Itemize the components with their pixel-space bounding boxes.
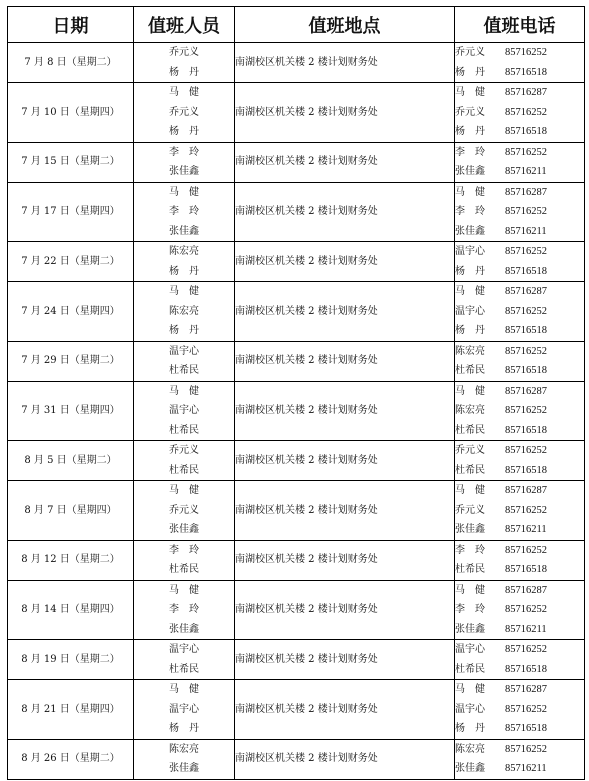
phone-entry <box>455 401 584 421</box>
phone-number: 85716287 <box>505 485 547 496</box>
phone-contact-name: 温宇心 <box>455 305 485 317</box>
phone-entry <box>455 700 584 720</box>
staff-name: 杜希民 <box>169 365 199 376</box>
phone-entry <box>455 620 584 640</box>
phone-contact-name: 马 健 <box>455 584 485 596</box>
phone-entry <box>455 421 584 441</box>
duty-phones <box>455 640 585 680</box>
phone-number: 85716518 <box>505 723 547 734</box>
duty-date: 8 月 7 日（星期四） <box>8 481 134 541</box>
table-row <box>8 481 585 541</box>
phone-contact-name: 杨 丹 <box>455 126 485 137</box>
phone-entry <box>455 321 584 341</box>
table-row <box>8 142 585 182</box>
duty-place: 南湖校区机关楼 2 楼计划财务处 <box>235 43 455 83</box>
duty-place: 南湖校区机关楼 2 楼计划财务处 <box>235 381 455 441</box>
phone-contact-name: 陈宏亮 <box>455 405 485 416</box>
staff-name: 李 玲 <box>169 206 199 217</box>
staff-name: 李 玲 <box>169 146 199 158</box>
phone-contact-name: 陈宏亮 <box>455 743 485 755</box>
phone-entry <box>455 441 584 461</box>
duty-phones <box>455 242 585 282</box>
duty-staff <box>134 640 235 680</box>
phone-number: 85716287 <box>505 286 547 297</box>
phone-entry <box>455 43 584 63</box>
staff-name: 温宇心 <box>169 644 199 655</box>
duty-staff <box>134 441 235 481</box>
phone-contact-name: 李 玲 <box>455 604 485 615</box>
phone-entry <box>455 122 584 142</box>
duty-date: 8 月 19 日（星期二） <box>8 640 134 680</box>
table-row <box>8 580 585 640</box>
staff-name: 张佳鑫 <box>169 166 199 177</box>
staff-name: 杜希民 <box>169 564 199 575</box>
phone-entry <box>455 282 584 302</box>
staff-name: 马 健 <box>169 485 199 496</box>
duty-phones <box>455 182 585 242</box>
duty-phones <box>455 341 585 381</box>
phone-entry <box>455 262 584 282</box>
phone-contact-name: 杜希民 <box>455 424 485 436</box>
table-row <box>8 242 585 282</box>
duty-schedule-table <box>7 6 585 780</box>
phone-entry <box>455 481 584 501</box>
duty-phones <box>455 282 585 342</box>
staff-name: 乔元义 <box>169 106 199 118</box>
phone-number: 85716252 <box>505 703 547 715</box>
staff-name: 温宇心 <box>169 345 199 357</box>
phone-entry <box>455 759 584 779</box>
table-row <box>8 540 585 580</box>
phone-number: 85716518 <box>505 464 547 476</box>
staff-name: 张佳鑫 <box>169 763 199 774</box>
duty-date: 7 月 22 日（星期二） <box>8 242 134 282</box>
phone-entry <box>455 342 584 362</box>
phone-entry <box>455 680 584 700</box>
duty-date: 7 月 15 日（星期二） <box>8 142 134 182</box>
phone-entry <box>455 660 584 680</box>
duty-date: 8 月 5 日（星期二） <box>8 441 134 481</box>
duty-date: 7 月 17 日（星期四） <box>8 182 134 242</box>
staff-name: 李 玲 <box>169 604 199 615</box>
staff-name: 杨 丹 <box>169 723 199 734</box>
duty-date: 7 月 24 日（星期四） <box>8 282 134 342</box>
phone-contact-name: 马 健 <box>455 684 485 695</box>
staff-name: 乔元义 <box>169 445 199 456</box>
phone-contact-name: 马 健 <box>455 286 485 297</box>
staff-name: 陈宏亮 <box>169 305 199 317</box>
phone-contact-name: 杨 丹 <box>455 325 485 336</box>
table-row <box>8 680 585 740</box>
duty-place: 南湖校区机关楼 2 楼计划财务处 <box>235 83 455 143</box>
table-row <box>8 441 585 481</box>
phone-number: 85716252 <box>505 604 547 615</box>
phone-number: 85716252 <box>505 106 547 118</box>
phone-number: 85716252 <box>505 644 547 655</box>
phone-number: 85716211 <box>505 225 547 237</box>
phone-contact-name: 张佳鑫 <box>455 166 485 177</box>
duty-phones <box>455 481 585 541</box>
staff-name: 杜希民 <box>169 663 199 675</box>
duty-phones <box>455 142 585 182</box>
phone-number: 85716518 <box>505 663 547 675</box>
phone-number: 85716518 <box>505 564 547 575</box>
duty-staff <box>134 182 235 242</box>
phone-entry <box>455 63 584 83</box>
duty-phones <box>455 739 585 779</box>
duty-place: 南湖校区机关楼 2 楼计划财务处 <box>235 540 455 580</box>
staff-name: 乔元义 <box>169 504 199 516</box>
duty-phones <box>455 540 585 580</box>
duty-date: 8 月 14 日（星期四） <box>8 580 134 640</box>
phone-number: 85716252 <box>505 47 547 58</box>
phone-entry <box>455 719 584 739</box>
staff-name: 马 健 <box>169 286 199 297</box>
phone-contact-name: 陈宏亮 <box>455 345 485 357</box>
phone-entry <box>455 740 584 760</box>
phone-entry <box>455 302 584 322</box>
staff-name: 杜希民 <box>169 464 199 476</box>
staff-name: 马 健 <box>169 87 199 98</box>
phone-contact-name: 杜希民 <box>455 564 485 575</box>
duty-place: 南湖校区机关楼 2 楼计划财务处 <box>235 282 455 342</box>
phone-entry <box>455 183 584 203</box>
duty-phones <box>455 83 585 143</box>
table-row <box>8 381 585 441</box>
phone-number: 85716252 <box>505 345 547 357</box>
phone-number: 85716518 <box>505 424 547 436</box>
duty-place: 南湖校区机关楼 2 楼计划财务处 <box>235 142 455 182</box>
phone-contact-name: 杨 丹 <box>455 265 485 277</box>
phone-contact-name: 李 玲 <box>455 544 485 556</box>
phone-number: 85716211 <box>505 524 547 535</box>
phone-entry <box>455 581 584 601</box>
phone-contact-name: 杨 丹 <box>455 66 485 78</box>
phone-contact-name: 张佳鑫 <box>455 524 485 535</box>
duty-staff <box>134 580 235 640</box>
phone-number: 85716211 <box>505 763 547 774</box>
phone-contact-name: 杜希民 <box>455 464 485 476</box>
staff-name: 杨 丹 <box>169 325 199 336</box>
duty-date: 7 月 31 日（星期四） <box>8 381 134 441</box>
phone-entry <box>455 600 584 620</box>
phone-contact-name: 张佳鑫 <box>455 225 485 237</box>
duty-staff <box>134 680 235 740</box>
phone-number: 85716252 <box>505 544 547 556</box>
header-row <box>8 7 585 43</box>
duty-staff <box>134 43 235 83</box>
phone-number: 85716211 <box>505 623 547 635</box>
phone-number: 85716211 <box>505 166 547 177</box>
phone-number: 85716252 <box>505 305 547 317</box>
phone-contact-name: 马 健 <box>455 186 485 198</box>
phone-number: 85716287 <box>505 385 547 397</box>
phone-contact-name: 温宇心 <box>455 644 485 655</box>
staff-name: 马 健 <box>169 684 199 695</box>
phone-entry <box>455 382 584 402</box>
phone-contact-name: 马 健 <box>455 385 485 397</box>
duty-phones <box>455 381 585 441</box>
staff-name: 温宇心 <box>169 405 199 416</box>
duty-staff <box>134 242 235 282</box>
staff-name: 马 健 <box>169 385 199 397</box>
duty-staff <box>134 381 235 441</box>
phone-contact-name: 张佳鑫 <box>455 763 485 774</box>
duty-place: 南湖校区机关楼 2 楼计划财务处 <box>235 341 455 381</box>
phone-entry <box>455 242 584 262</box>
staff-name: 杨 丹 <box>169 66 199 78</box>
header-date: 日期 <box>8 7 134 43</box>
staff-name: 杜希民 <box>169 424 199 436</box>
staff-name: 张佳鑫 <box>169 524 199 535</box>
phone-number: 85716518 <box>505 365 547 376</box>
table-row <box>8 640 585 680</box>
phone-entry <box>455 222 584 242</box>
table-row <box>8 83 585 143</box>
phone-contact-name: 温宇心 <box>455 246 485 257</box>
phone-number: 85716252 <box>505 246 547 257</box>
staff-name: 陈宏亮 <box>169 743 199 755</box>
phone-number: 85716252 <box>505 743 547 755</box>
staff-name: 张佳鑫 <box>169 225 199 237</box>
phone-number: 85716252 <box>505 405 547 416</box>
duty-staff <box>134 540 235 580</box>
phone-contact-name: 杜希民 <box>455 365 485 376</box>
phone-number: 85716287 <box>505 584 547 596</box>
duty-date: 8 月 21 日（星期四） <box>8 680 134 740</box>
staff-name: 杨 丹 <box>169 265 199 277</box>
header-place: 值班地点 <box>235 7 455 43</box>
phone-number: 85716287 <box>505 684 547 695</box>
phone-number: 85716252 <box>505 206 547 217</box>
schedule-rows <box>8 43 585 780</box>
phone-entry <box>455 541 584 561</box>
phone-contact-name: 乔元义 <box>455 504 485 516</box>
table-row <box>8 182 585 242</box>
staff-name: 乔元义 <box>169 47 199 58</box>
phone-contact-name: 张佳鑫 <box>455 623 485 635</box>
duty-place: 南湖校区机关楼 2 楼计划财务处 <box>235 242 455 282</box>
staff-name: 陈宏亮 <box>169 246 199 257</box>
phone-contact-name: 李 玲 <box>455 146 485 158</box>
duty-date: 8 月 12 日（星期二） <box>8 540 134 580</box>
phone-number: 85716518 <box>505 126 547 137</box>
phone-entry <box>455 640 584 660</box>
phone-entry <box>455 560 584 580</box>
duty-staff <box>134 83 235 143</box>
phone-number: 85716518 <box>505 265 547 277</box>
phone-entry <box>455 501 584 521</box>
phone-entry <box>455 103 584 123</box>
duty-phones <box>455 580 585 640</box>
staff-name: 杨 丹 <box>169 126 199 137</box>
phone-number: 85716252 <box>505 445 547 456</box>
phone-entry <box>455 162 584 182</box>
duty-date: 7 月 10 日（星期四） <box>8 83 134 143</box>
phone-contact-name: 杜希民 <box>455 663 485 675</box>
table-row <box>8 739 585 779</box>
phone-contact-name: 乔元义 <box>455 106 485 118</box>
duty-staff <box>134 341 235 381</box>
staff-name: 马 健 <box>169 186 199 198</box>
duty-place: 南湖校区机关楼 2 楼计划财务处 <box>235 640 455 680</box>
phone-number: 85716252 <box>505 504 547 516</box>
phone-contact-name: 杨 丹 <box>455 723 485 734</box>
duty-staff <box>134 481 235 541</box>
phone-contact-name: 马 健 <box>455 87 485 98</box>
table-row <box>8 43 585 83</box>
duty-date: 7 月 8 日（星期二） <box>8 43 134 83</box>
phone-number: 85716252 <box>505 146 547 158</box>
duty-staff <box>134 282 235 342</box>
phone-contact-name: 乔元义 <box>455 445 485 456</box>
phone-entry <box>455 361 584 381</box>
phone-contact-name: 马 健 <box>455 485 485 496</box>
header-phone: 值班电话 <box>455 7 585 43</box>
duty-place: 南湖校区机关楼 2 楼计划财务处 <box>235 481 455 541</box>
staff-name: 马 健 <box>169 584 199 596</box>
phone-entry <box>455 202 584 222</box>
staff-name: 温宇心 <box>169 703 199 715</box>
duty-place: 南湖校区机关楼 2 楼计划财务处 <box>235 580 455 640</box>
phone-number: 85716518 <box>505 325 547 336</box>
duty-place: 南湖校区机关楼 2 楼计划财务处 <box>235 182 455 242</box>
duty-staff <box>134 142 235 182</box>
phone-number: 85716287 <box>505 186 547 198</box>
phone-contact-name: 李 玲 <box>455 206 485 217</box>
phone-number: 85716287 <box>505 87 547 98</box>
phone-entry <box>455 143 584 163</box>
duty-phones <box>455 43 585 83</box>
duty-date: 7 月 29 日（星期二） <box>8 341 134 381</box>
duty-place: 南湖校区机关楼 2 楼计划财务处 <box>235 680 455 740</box>
staff-name: 张佳鑫 <box>169 623 199 635</box>
duty-phones <box>455 441 585 481</box>
header-staff: 值班人员 <box>134 7 235 43</box>
staff-name: 李 玲 <box>169 544 199 556</box>
duty-staff <box>134 739 235 779</box>
phone-contact-name: 乔元义 <box>455 47 485 58</box>
phone-entry <box>455 461 584 481</box>
phone-contact-name: 温宇心 <box>455 703 485 715</box>
duty-phones <box>455 680 585 740</box>
phone-entry <box>455 520 584 540</box>
duty-place: 南湖校区机关楼 2 楼计划财务处 <box>235 441 455 481</box>
duty-place: 南湖校区机关楼 2 楼计划财务处 <box>235 739 455 779</box>
table-row <box>8 341 585 381</box>
phone-entry <box>455 83 584 103</box>
table-row <box>8 282 585 342</box>
duty-date: 8 月 26 日（星期二） <box>8 739 134 779</box>
phone-number: 85716518 <box>505 66 547 78</box>
